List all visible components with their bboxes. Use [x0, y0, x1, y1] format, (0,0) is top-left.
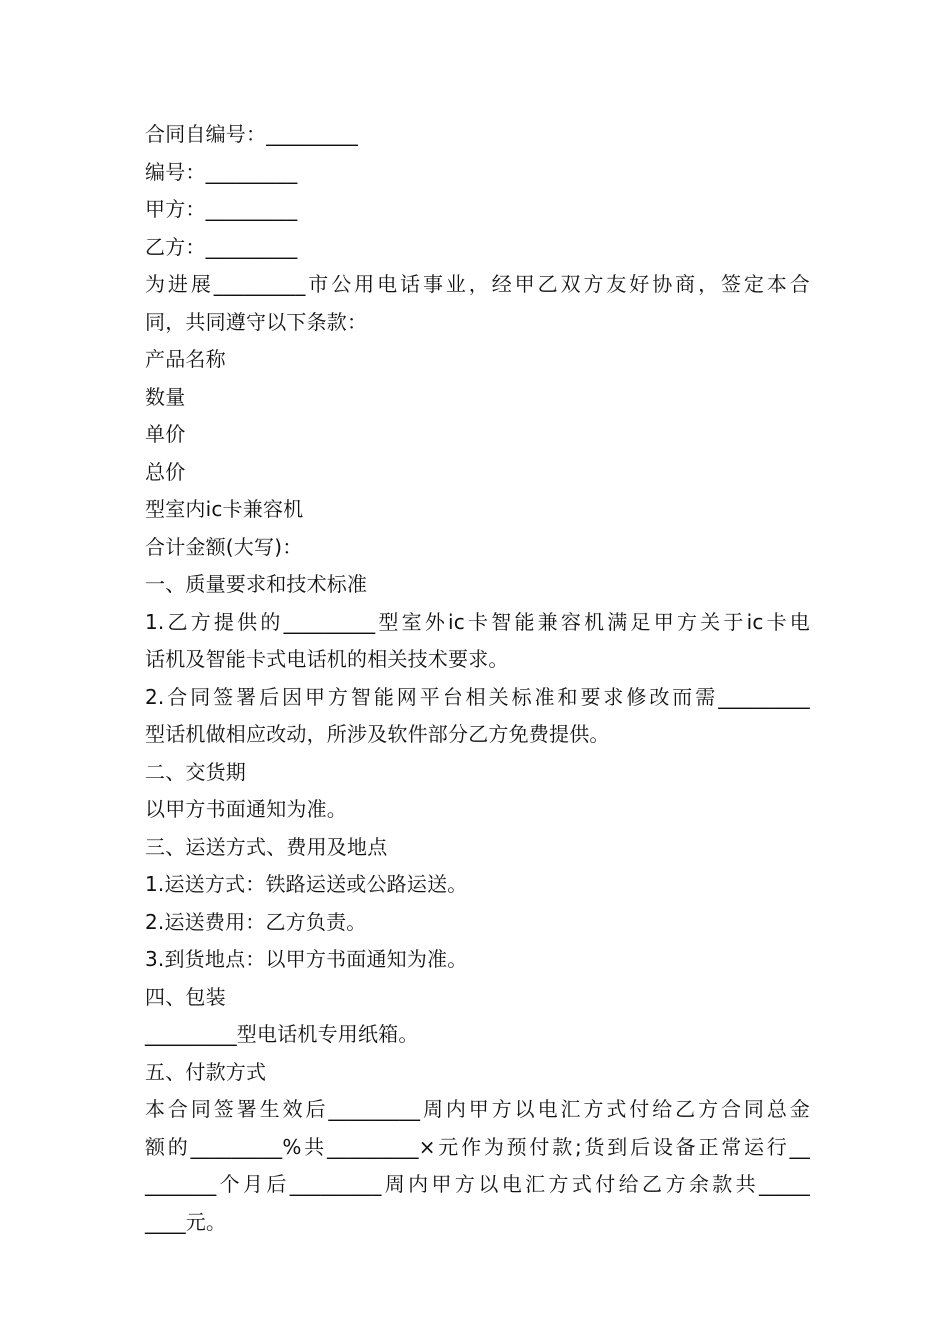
preamble-line-2: 同，共同遵守以下条款： — [145, 309, 368, 334]
section-3-item-2: 2.运送费用：乙方负责。 — [145, 909, 367, 934]
contract-number: 编号：_________ — [145, 159, 298, 184]
section-1-item-2-line-1: 2.合同签署后因甲方智能网平台相关标准和要求修改而需_________ — [145, 684, 810, 709]
section-5-body-line-4: ____元。 — [145, 1209, 227, 1234]
contract-self-number: 合同自编号：_________ — [145, 122, 358, 146]
section-3-item-3: 3.到货地点：以甲方书面通知为准。 — [145, 947, 468, 971]
section-5-heading: 五、付款方式 — [145, 1059, 267, 1084]
section-5-body-line-2: 额的_________%共_________×元作为预付款;货到后设备正常运行__ — [145, 1134, 810, 1159]
total-price-label: 总价 — [145, 459, 186, 484]
quantity-label: 数量 — [145, 384, 186, 409]
section-5-body-line-3: _______个月后_________周内甲方以电汇方式付给乙方余款共_____ — [145, 1172, 810, 1196]
section-2-heading: 二、交货期 — [145, 759, 246, 784]
section-1-item-1-line-1: 1.乙方提供的_________型室外ic卡智能兼容机满足甲方关于ic卡电 — [145, 609, 810, 634]
contract-document — [145, 116, 810, 1241]
section-3-heading: 三、运送方式、费用及地点 — [145, 834, 388, 859]
section-2-body: 以甲方书面通知为准。 — [145, 797, 347, 821]
unit-price-label: 单价 — [145, 422, 186, 446]
total-amount-label: 合计金额(大写)： — [145, 534, 303, 559]
section-1-item-1-line-2: 话机及智能卡式电话机的相关技术要求。 — [145, 647, 509, 671]
section-4-heading: 四、包装 — [145, 984, 226, 1009]
section-3-item-1: 1.运送方式：铁路运送或公路运送。 — [145, 872, 468, 896]
party-b: 乙方：_________ — [145, 234, 298, 259]
section-4-body: _________型电话机专用纸箱。 — [145, 1022, 419, 1046]
product-model: 型室内ic卡兼容机 — [145, 497, 304, 521]
preamble-line-1: 为进展_________市公用电话事业，经甲乙双方友好协商，签定本合 — [145, 272, 810, 296]
product-name-label: 产品名称 — [145, 347, 226, 371]
party-a: 甲方：_________ — [145, 197, 298, 221]
section-1-item-2-line-2: 型话机做相应改动，所涉及软件部分乙方免费提供。 — [145, 722, 610, 746]
section-5-body-line-1: 本合同签署生效后_________周内甲方以电汇方式付给乙方合同总金 — [145, 1097, 810, 1121]
section-1-heading: 一、质量要求和技术标准 — [145, 572, 368, 596]
